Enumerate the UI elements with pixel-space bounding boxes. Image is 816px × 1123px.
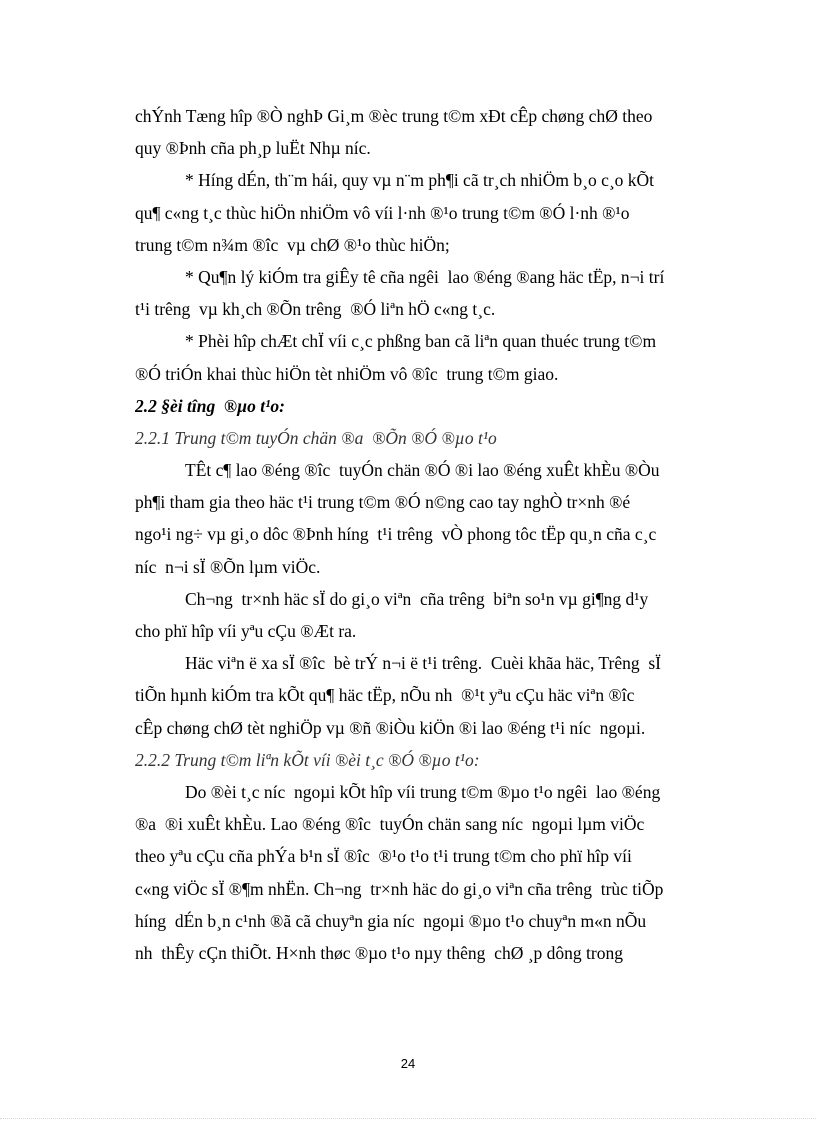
- body-line: * Qu¶n lý kiÓm tra giÊy tê cña ngêi lao ®éng ®ang häc tËp, n¬i trí: [185, 266, 665, 287]
- body-line: TÊt c¶ lao ®éng ®îc tuyÓn chän ®Ó ®i lao ®éng xuÊt khÈu ®Òu: [185, 460, 660, 481]
- body-line: ngo¹i ng÷ vµ gi¸o dôc ®Þnh híng t¹i trêng vÒ phong tôc tËp qu¸n cña c¸c: [135, 524, 657, 545]
- body-text: [135, 100, 719, 969]
- body-line: qu¶ c«ng t¸c thùc hiÖn nhiÖm vô víi l·nh ®¹o trung t©m ®Ó l·nh ®¹o: [135, 202, 630, 223]
- body-line: theo yªu cÇu cña phÝa b¹n sÏ ®îc ®¹o t¹o t¹i trung t©m cho phï hîp víi: [135, 846, 632, 867]
- body-line: * Phèi hîp chÆt chÏ víi c¸c phßng ban cã liªn quan thuéc trung t©m: [185, 331, 657, 352]
- body-line: híng dÉn b¸n c¹nh ®ã cã chuyªn gia níc ngoµi ®µo t¹o chuyªn m«n nÕu: [135, 910, 647, 931]
- body-line: t¹i trêng vµ kh¸ch ®Õn trêng ®Ó liªn hÖ c«ng t¸c.: [135, 299, 496, 320]
- body-line: quy ®Þnh cña ph¸p luËt Nhµ níc.: [135, 138, 371, 159]
- subsection-heading: 2.2.1 Trung t©m tuyÓn chän ®a ®Õn ®Ó ®µo t¹o: [135, 427, 497, 448]
- body-line: trung t©m n¾m ®îc vµ chØ ®¹o thùc hiÖn;: [135, 234, 450, 255]
- page-number: 24: [400, 1056, 416, 1071]
- body-line: Do ®èi t¸c níc ngoµi kÕt hîp víi trung t©m ®µo t¹o ngêi lao ®éng: [185, 781, 661, 802]
- subsection-heading: 2.2.2 Trung t©m liªn kÕt víi ®èi t¸c ®Ó ®µo t¹o:: [135, 749, 480, 770]
- body-line: ®Ó triÓn khai thùc hiÖn tèt nhiÖm vô ®îc trung t©m giao.: [135, 363, 559, 384]
- section-heading: 2.2 §èi tîng ®µo t¹o:: [135, 395, 285, 416]
- body-line: * Híng dÉn, th¨m hái, quy vµ n¨m ph¶i cã tr¸ch nhiÖm b¸o c¸o kÕt: [185, 170, 655, 191]
- body-line: chÝnh Tæng hîp ®Ò nghÞ Gi¸m ®èc trung t©m xÐt cÊp chøng chØ theo: [135, 106, 653, 126]
- body-line: nh thÊy cÇn thiÕt. H×nh thøc ®µo t¹o nµy thêng chØ ¸p dông trong: [135, 942, 623, 963]
- body-line: ®a ®i xuÊt khÈu. Lao ®éng ®îc tuyÓn chän sang níc ngoµi lµm viÖc: [135, 814, 645, 835]
- body-line: Ch¬ng tr×nh häc sÏ do gi¸o viªn cña trêng biªn so¹n vµ gi¶ng d¹y: [185, 588, 649, 609]
- body-line: ph¶i tham gia theo häc t¹i trung t©m ®Ó n©ng cao tay nghÒ tr×nh ®é: [135, 492, 631, 513]
- body-line: cho phï hîp víi yªu cÇu ®Æt ra.: [135, 621, 357, 641]
- page-bottom-rule: [0, 1118, 816, 1119]
- body-line: cÊp chøng chØ tèt nghiÖp vµ ®ñ ®iÒu kiÖn ®i lao ®éng t¹i níc ngoµi.: [135, 717, 646, 738]
- body-line: Häc viªn ë xa sÏ ®îc bè trÝ n¬i ë t¹i trêng. Cuèi khãa häc, Trêng sÏ: [185, 653, 661, 674]
- body-line: tiÕn hµnh kiÓm tra kÕt qu¶ häc tËp, nÕu nh ®¹t yªu cÇu häc viªn ®îc: [135, 685, 635, 706]
- body-line: c«ng viÖc sÏ ®¶m nhËn. Ch¬ng tr×nh häc do gi¸o viªn cña trêng trùc tiÕp: [135, 878, 664, 899]
- body-line: níc n¬i sÏ ®Õn lµm viÖc.: [135, 556, 321, 577]
